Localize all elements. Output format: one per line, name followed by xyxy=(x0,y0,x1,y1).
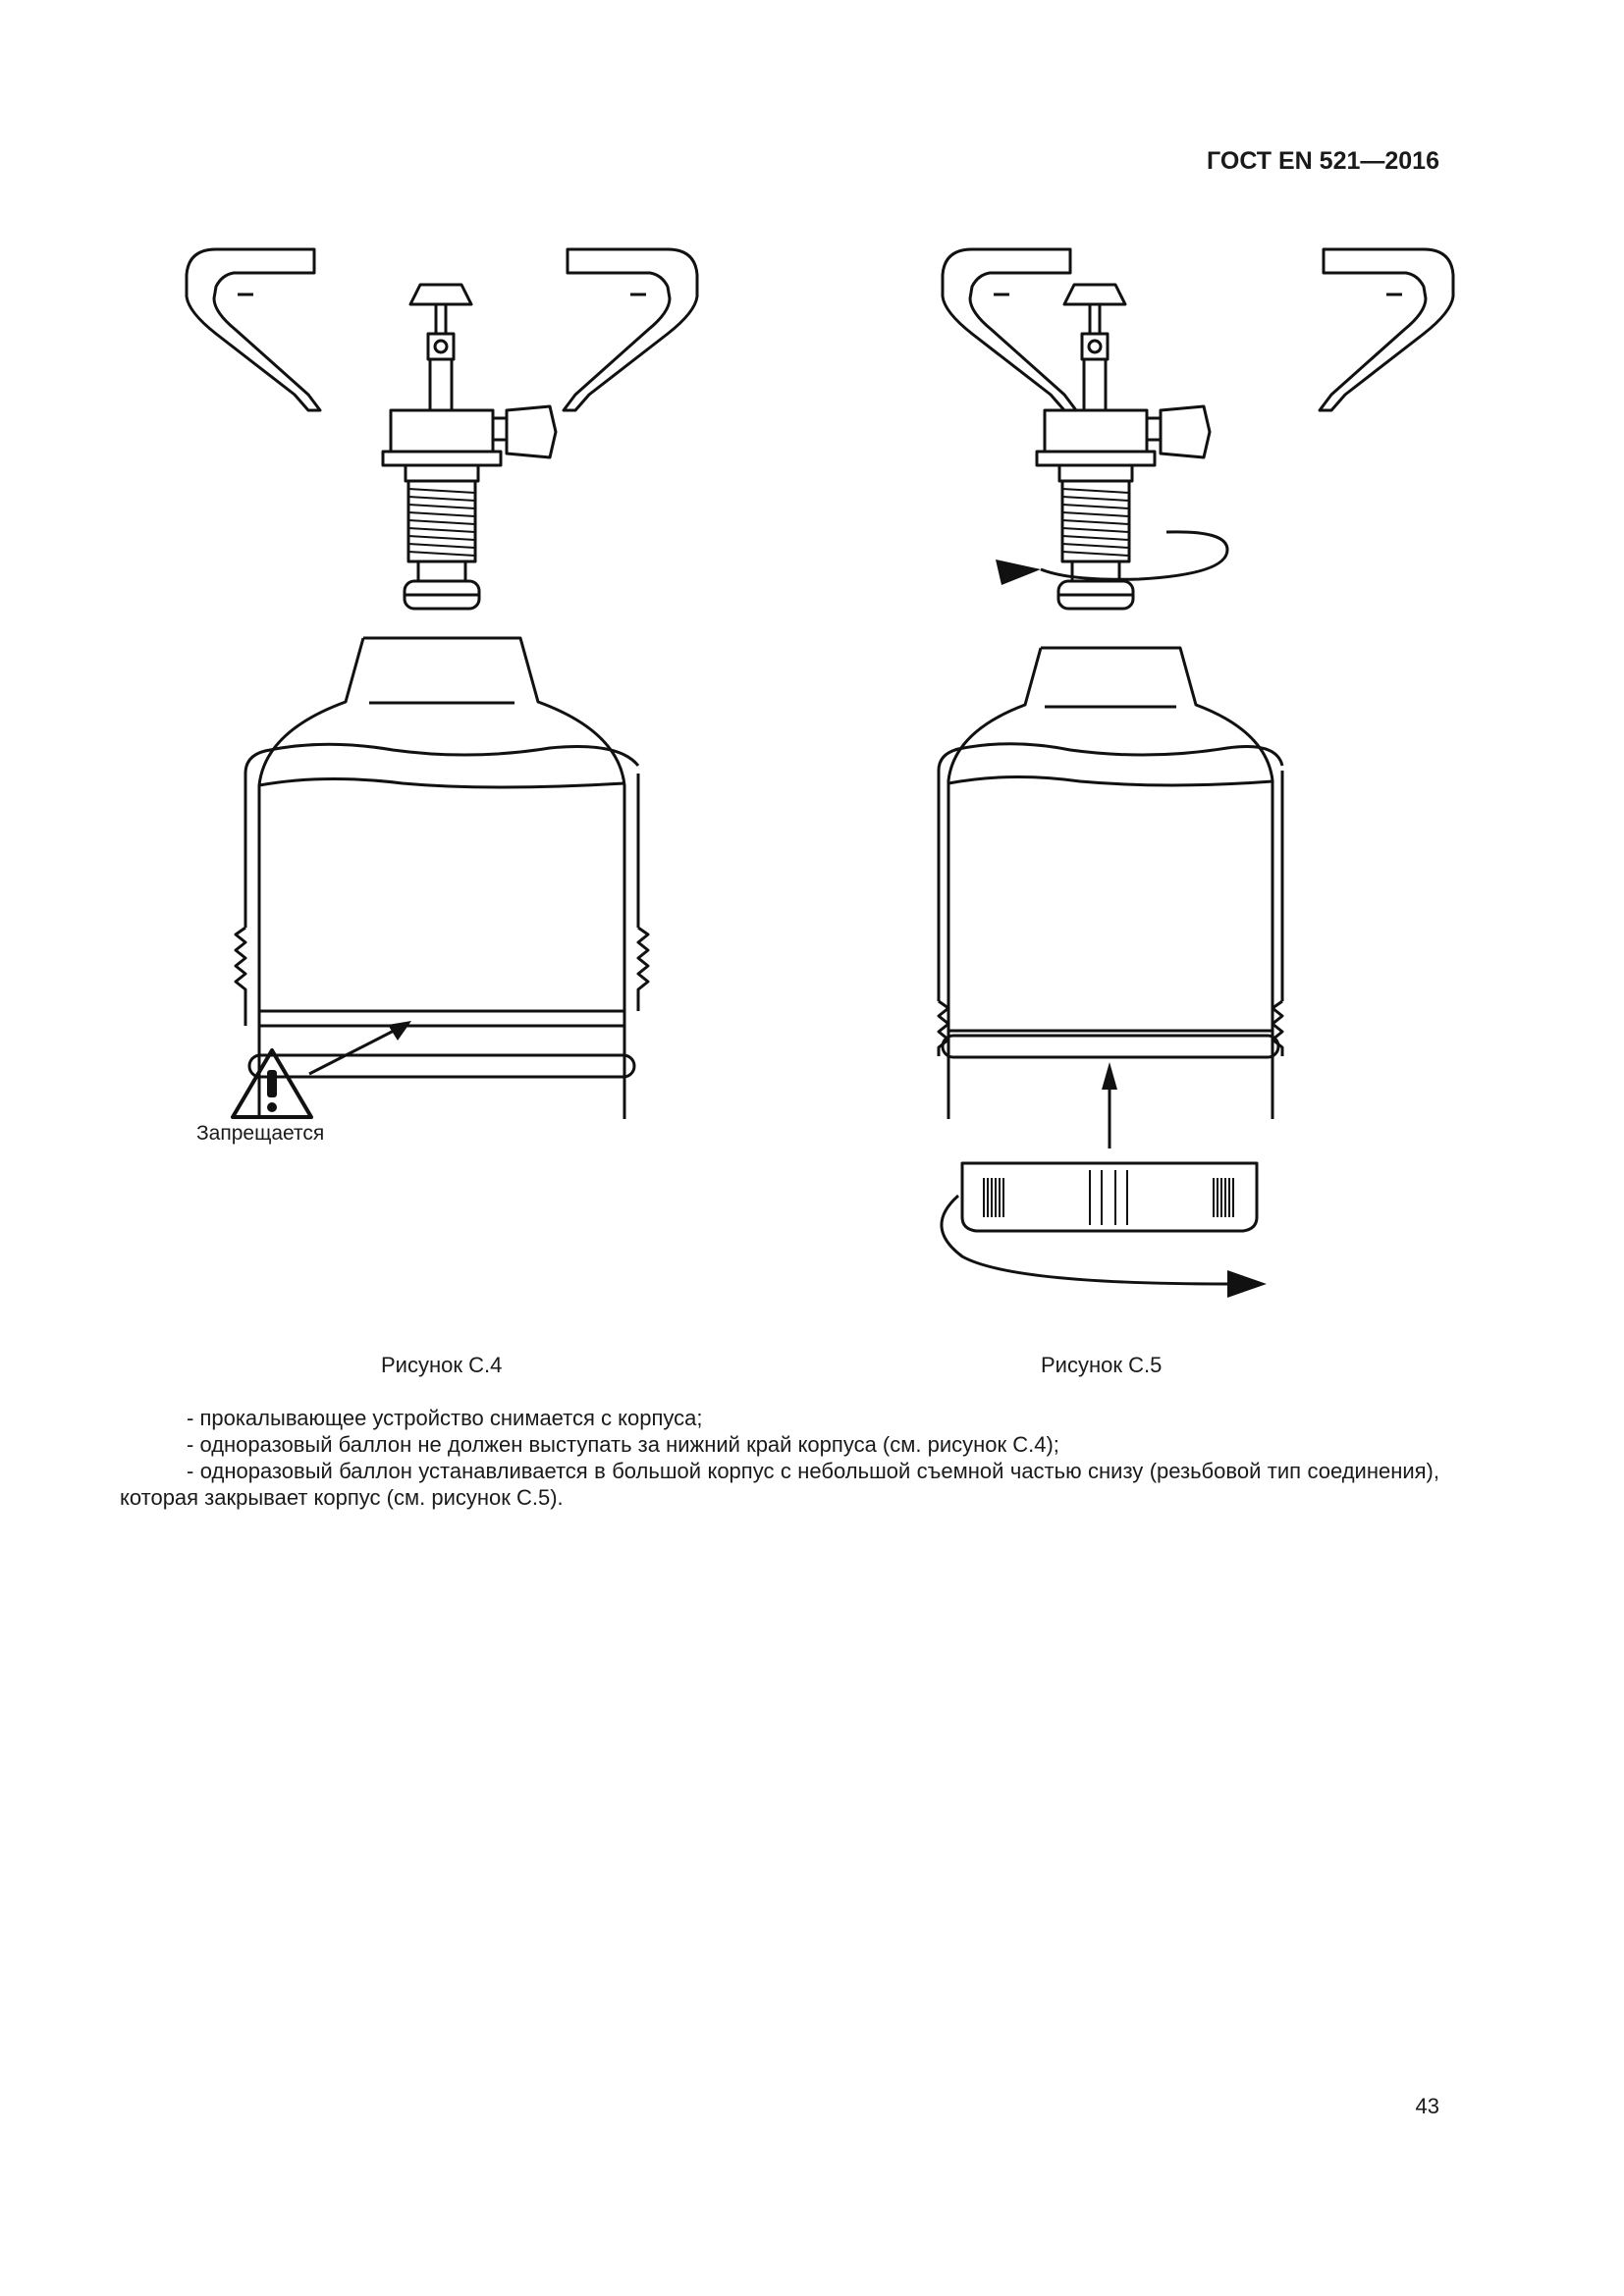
page-number: 43 xyxy=(1415,2094,1439,2118)
bullet-1: - прокалывающее устройство снимается с корпуса; xyxy=(187,1406,703,1430)
bullet-2: - одноразовый баллон не должен выступать за нижний край корпуса (см. рисунок С.4); xyxy=(187,1432,1059,1457)
body-text xyxy=(120,1405,1439,1511)
figure-c5 xyxy=(933,236,1522,1325)
burner-left-handle xyxy=(187,249,320,410)
rotation-arrow xyxy=(1041,532,1227,579)
bullet-3: - одноразовый баллон устанавливается в большой корпус с небольшой съемной частью снизу (резьбовой тип соединения), которая закрывает корпус (см. рисунок С.5). xyxy=(120,1459,1439,1510)
warning-pointer xyxy=(221,1011,437,1139)
warning-triangle-icon xyxy=(233,1050,311,1117)
document-id-header: ГОСТ EN 521—2016 xyxy=(1207,147,1439,175)
figure-c5-caption: Рисунок C.5 xyxy=(1041,1353,1163,1377)
burner-right-handle xyxy=(564,249,697,410)
valve-body xyxy=(391,410,493,452)
control-knob xyxy=(410,285,471,304)
figure-c4-caption: Рисунок C.4 xyxy=(381,1353,503,1377)
valve-side-knob xyxy=(507,406,556,457)
warning-label: Запрещается xyxy=(196,1122,325,1145)
